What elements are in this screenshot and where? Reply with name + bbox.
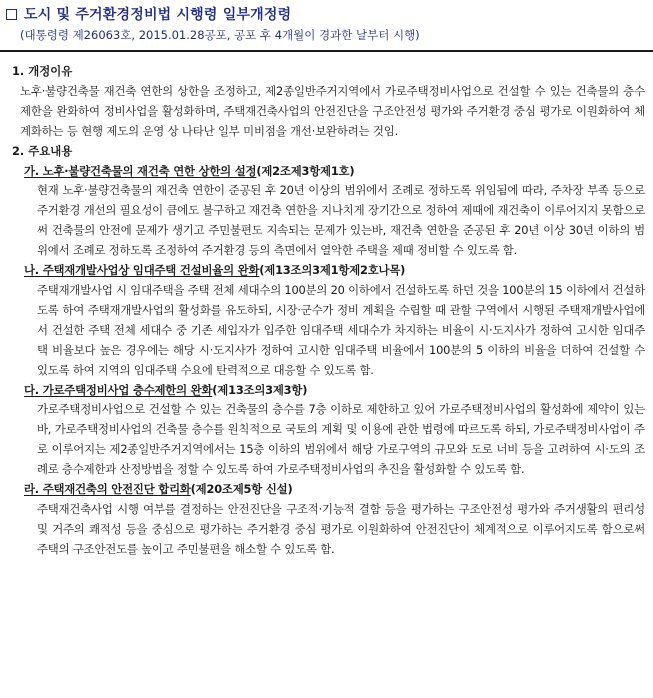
item-ref: (제2조제3항제1호) xyxy=(256,163,355,178)
document-title-text: 도시 및 주거환경정비법 시행령 일부개정령 xyxy=(24,7,292,23)
item-body-na: 주택재개발사업 시 임대주택을 주택 전체 세대수의 100분의 20 이하에서 건설하도록 하던 것을 100분의 15 이하에서 건설하도록 하여 주택재개발사업의 활성화를 유도하되, 시장·군수가 정비 계획을 수립할 때 관할 구역에서 시행된 주택재개발사업에서 건설한 주택 전체 세대수 중 기존 세입자가 입주한 임대주택 세대수가 차지하는 비율이 시·도지사가 정하여 고시한 임대주택 비율보다 높은 경우에는 해당 시·도지사가 정하여 고시한 임대주택 비율에서 100분의 5 이하의 비율을 더하여 건설할 수 있도록 하여 지역의 임대주택 수요에 탄력적으로 대응할 수 있도록 함. xyxy=(37,282,645,377)
document-title xyxy=(6,4,291,24)
item-heading-ra xyxy=(0,480,653,500)
item-ref: (제13조의3제1항제2호나목) xyxy=(259,263,406,278)
checkbox-square-icon xyxy=(6,9,17,20)
section-text-reason: 노후·불량건축물 재건축 연한의 상한을 조정하고, 제2종일반주거지역에서 가로주택정비사업으로 건설할 수 있는 건축물의 층수 제한을 완화하여 정비사업을 활성화하며, 주택재건축사업의 안전진단을 구조안전성 평가와 주거환경 중심 평가로 이원화하여 체계화하는 등 현행 제도의 운영 상 나타난 일부 미비점을 개선·보완하려는 것임. xyxy=(20,83,645,138)
document-body xyxy=(0,62,653,560)
title-divider xyxy=(0,50,653,52)
item-title: 나. 주택재개발사업상 임대주택 건설비율의 완화 xyxy=(24,263,260,278)
document-subtitle: (대통령령 제26063호, 2015.01.28공포, 공포 후 4개월이 경과한 날부터 시행) xyxy=(20,28,420,42)
item-title: 라. 주택재건축의 안전진단 합리화 xyxy=(24,482,191,497)
item-title: 다. 가로주택정비사업 층수제한의 완화 xyxy=(24,382,213,397)
item-title: 가. 노후·불량건축물의 재건축 연한 상한의 설정 xyxy=(24,163,257,178)
item-body-ra: 주택재건축사업 시행 여부를 결정하는 안전진단을 구조적·기능적 결함 등을 평가하는 구조안전성 평가와 주거생활의 편리성 및 거주의 쾌적성 등을 중심으로 평가하는 주거환경 중심 평가로 이원화하여 안전진단이 체계적으로 이루어지도록 함으로써 주택의 구조안전도를 높이고 주민불편을 해소할 수 있도록 함. xyxy=(37,501,645,556)
item-body-da: 가로주택정비사업으로 건설할 수 있는 건축물의 층수를 7층 이하로 제한하고 있어 가로주택정비사업의 활성화에 제약이 있는바, 가로주택정비사업의 건축물 층수를 원칙적으로 국토의 계획 및 이용에 관한 법령에 따르도록 하되, 가로주택정비사업이 주로 이루어지는 제2종일반주거지역에서는 15층 이하의 범위에서 해당 가로구역의 규모와 도로 너비 등을 고려하여 시·도의 조례로 층수제한과 산정방법을 정할 수 있도록 하여 가로주택정비사업의 추진을 활성화할 수 있도록 함. xyxy=(37,402,645,477)
section-heading-reason: 1. 개정이유 xyxy=(12,64,73,78)
item-ref: (제20조제5항 신설) xyxy=(190,482,293,497)
item-heading-da xyxy=(0,381,653,401)
section-heading-main-content: 2. 주요내용 xyxy=(12,143,73,158)
item-heading-ga xyxy=(0,162,653,182)
item-body-ga: 현재 노후·불량건축물의 재건축 연한이 준공된 후 20년 이상의 범위에서 조례로 정하도록 위임됨에 따라, 주차장 부족 등으로 주거환경 개선의 필요성이 큼에도 불구하고 재건축 연한을 지나치게 장기간으로 정하여 제때에 재건축이 이루어지지 못함으로써 건축물의 안전에 문제가 생기고 주민불편도 지속되는 문제가 있는바, 재건축 연한을 준공된 후 20년 이상 30년 이하의 범위에서 조례로 정하도록 조정하여 주거환경 등의 측면에서 열악한 주택을 제때 정비할 수 있도록 함. xyxy=(37,183,645,258)
item-ref: (제13조의3제3항) xyxy=(212,382,308,397)
item-heading-na xyxy=(0,261,653,281)
